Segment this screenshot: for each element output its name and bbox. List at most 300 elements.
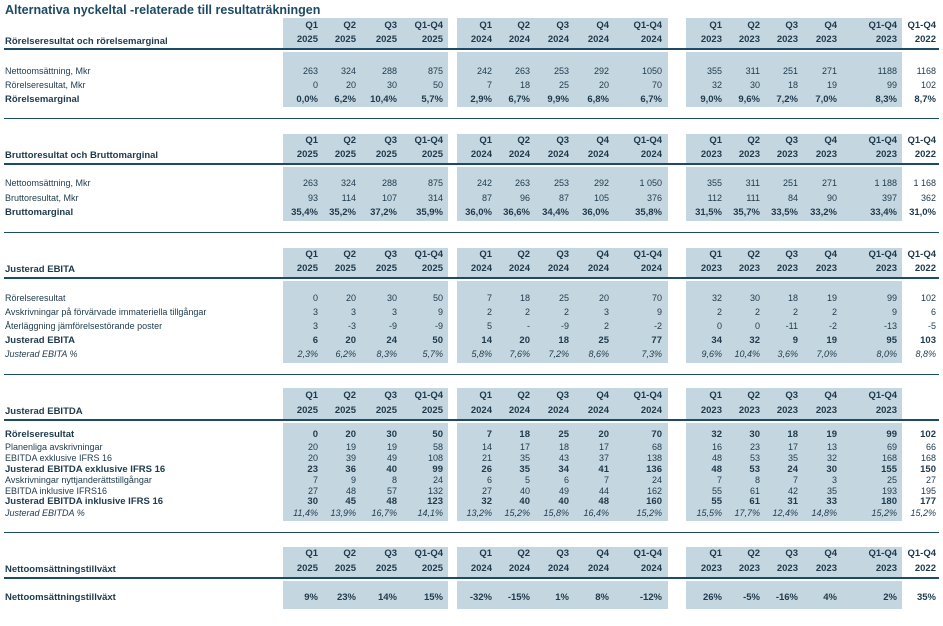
row-label: EBITDA exklusive IFRS 16 [5, 453, 113, 463]
table-cell: 376 [646, 193, 662, 203]
column-header-period: Q1-Q4 [868, 20, 897, 31]
row-label: Bruttoresultat, Mkr [5, 193, 79, 203]
table-cell: 2 [792, 307, 798, 317]
column-header-year: 2024 [508, 263, 530, 274]
table-cell: 24 [787, 464, 798, 475]
table-cell: 40 [558, 496, 569, 507]
table-cell: 14 [481, 335, 492, 346]
table-cell: 7,0% [816, 349, 837, 359]
column-header-period: Q3 [384, 249, 397, 260]
column-header-period: Q1 [709, 390, 722, 401]
table-cell: 16 [711, 442, 722, 452]
table-cell: 90 [826, 193, 837, 203]
table-cell: 8,8% [915, 349, 936, 359]
table-cell: 6 [930, 307, 936, 317]
column-header-year: 2022 [914, 263, 936, 274]
column-header-year: 2025 [296, 405, 318, 416]
column-header-year: 2025 [375, 149, 397, 160]
table-cell: 40 [386, 464, 397, 475]
table-cell: 12,4% [772, 508, 798, 518]
table-cell: 0 [312, 429, 318, 440]
column-header-period: Q3 [384, 390, 397, 401]
table-cell: 37 [598, 453, 609, 463]
column-header-period: Q1 [709, 249, 722, 260]
table-cell: 138 [646, 453, 662, 463]
table-cell: 1 168 [913, 178, 936, 188]
column-header-year: 2023 [815, 34, 837, 45]
table-cell: 45 [345, 496, 356, 507]
table-cell: 13,9% [330, 508, 356, 518]
table-cell: 14% [377, 592, 397, 603]
column-header-year: 2025 [375, 34, 397, 45]
table-cell: 875 [427, 178, 443, 188]
row-label: Avskrivningar nyttjanderättstillgångar [5, 475, 152, 485]
table-cell: 2,9% [470, 94, 492, 105]
column-header-period: Q2 [747, 135, 760, 146]
column-header-year: 2023 [738, 405, 760, 416]
table-cell: -9 [434, 321, 443, 331]
table-cell: 66 [925, 442, 936, 452]
column-header-period: Q4 [596, 249, 609, 260]
table-cell: 70 [651, 293, 662, 303]
table-cell: 30 [749, 293, 760, 303]
column-header-period: Q1 [305, 249, 318, 260]
section-3-rule [4, 277, 939, 279]
table-cell: 30 [386, 293, 397, 303]
table-cell: 9 [437, 307, 443, 317]
column-header-period: Q1-Q4 [414, 390, 443, 401]
table-cell: 10,4% [734, 349, 760, 359]
column-header-year: 2023 [776, 405, 798, 416]
table-cell: 15,2% [504, 508, 530, 518]
column-header-year: 2023 [776, 149, 798, 160]
column-header-period: Q1-Q4 [633, 390, 662, 401]
column-header-year: 2023 [700, 405, 722, 416]
table-cell: 58 [432, 442, 443, 452]
column-header-year: 2023 [815, 563, 837, 574]
table-cell: 36,0% [465, 207, 492, 218]
table-cell: 15% [423, 592, 443, 603]
section-5-rule [4, 577, 939, 579]
section-2-bottom-rule [4, 232, 939, 233]
table-cell: 35 [519, 453, 530, 463]
table-cell: 33,2% [810, 207, 837, 218]
column-header-year: 2023 [738, 34, 760, 45]
column-header-period: Q4 [824, 249, 837, 260]
table-cell: 7 [792, 475, 798, 485]
column-header-period: Q1-Q4 [868, 135, 897, 146]
column-header-year: 2025 [421, 34, 443, 45]
table-cell: 7 [312, 475, 318, 485]
table-cell: 32 [711, 293, 722, 303]
table-cell: 2 [716, 307, 722, 317]
table-cell: 23% [336, 592, 356, 603]
table-cell: 3 [312, 307, 318, 317]
table-cell: 27 [481, 486, 492, 496]
table-cell: 8 [391, 475, 397, 485]
column-header-period: Q4 [824, 135, 837, 146]
table-cell: 30 [307, 496, 318, 507]
table-cell: 20 [345, 429, 356, 440]
column-header-period: Q3 [556, 249, 569, 260]
table-cell: 9,6% [738, 94, 760, 105]
table-cell: 7,0% [815, 94, 837, 105]
column-header-period: Q3 [556, 548, 569, 559]
column-header-period: Q3 [384, 20, 397, 31]
table-cell: 8,3% [875, 94, 897, 105]
table-cell: 41 [598, 464, 609, 475]
table-cell: -12% [639, 592, 662, 603]
table-cell: -2 [653, 321, 662, 331]
table-cell: 93 [307, 193, 318, 203]
table-cell: 20 [345, 80, 356, 90]
table-cell: 21 [481, 453, 492, 463]
table-cell: 1% [555, 592, 569, 603]
column-header-period: Q4 [596, 390, 609, 401]
table-cell: 35,9% [416, 207, 443, 218]
column-header-period: Q1-Q4 [414, 249, 443, 260]
column-header-year: 2023 [776, 263, 798, 274]
table-cell: 19 [386, 442, 397, 452]
table-cell: 18 [558, 335, 569, 346]
table-cell: 18 [519, 429, 530, 440]
table-cell: 3 [350, 307, 356, 317]
table-cell: 355 [706, 178, 722, 188]
table-cell: 5,7% [422, 349, 443, 359]
column-header-year: 2025 [334, 34, 356, 45]
table-cell: 263 [302, 178, 318, 188]
table-cell: 33 [826, 496, 837, 507]
table-cell: 271 [821, 178, 837, 188]
table-cell: 99 [886, 293, 897, 303]
table-cell: 150 [920, 464, 936, 475]
table-cell: 180 [881, 496, 897, 507]
table-cell: 35,7% [733, 207, 760, 218]
column-header-year: 2024 [587, 149, 609, 160]
table-cell: 251 [782, 178, 798, 188]
table-cell: 25 [558, 293, 569, 303]
column-header-period: Q3 [785, 135, 798, 146]
table-cell: 8,3% [376, 349, 397, 359]
table-cell: 27 [307, 486, 318, 496]
section-4-bottom-rule [4, 532, 939, 533]
table-cell: 10,4% [370, 94, 397, 105]
table-cell: 2% [883, 592, 897, 603]
table-cell: 6 [312, 335, 318, 346]
table-cell: 30 [386, 429, 397, 440]
table-cell: 55 [711, 496, 722, 507]
table-cell: 17 [598, 442, 609, 452]
column-header-period: Q1 [479, 548, 492, 559]
table-cell: 311 [745, 66, 760, 76]
table-cell: -9 [388, 321, 397, 331]
row-label: Rörelsemarginal [5, 94, 80, 105]
table-cell: 5,7% [421, 94, 443, 105]
table-cell: 25 [558, 429, 569, 440]
table-cell: 20 [345, 293, 356, 303]
column-header-period: Q1 [305, 548, 318, 559]
column-header-year: 2024 [508, 405, 530, 416]
table-cell: 242 [476, 178, 492, 188]
table-cell: 108 [427, 453, 443, 463]
table-cell: 160 [646, 496, 662, 507]
row-label: Justerad EBITA [5, 335, 76, 346]
column-header-year: 2025 [296, 263, 318, 274]
row-label: Rörelseresultat [5, 429, 75, 440]
row-label: EBITDA inklusive IFRS16 [5, 486, 108, 496]
table-cell: 271 [821, 66, 837, 76]
table-cell: 15,2% [636, 508, 662, 518]
table-cell: 35 [826, 486, 837, 496]
table-cell: 34 [711, 335, 722, 346]
column-header-period: Q1-Q4 [633, 548, 662, 559]
column-header-period: Q1-Q4 [414, 20, 443, 31]
column-header-period: Q1-Q4 [907, 548, 936, 559]
column-header-period: Q1-Q4 [414, 135, 443, 146]
table-cell: 7,6% [509, 349, 530, 359]
row-label: Återläggning jämförelsestörande poster [5, 321, 163, 331]
table-cell: 6 [563, 475, 569, 485]
column-header-year: 2025 [421, 563, 443, 574]
table-cell: 32 [481, 496, 492, 507]
table-cell: 362 [920, 193, 936, 203]
column-header-year: 2024 [640, 149, 662, 160]
column-header-year: 2025 [296, 34, 318, 45]
table-cell: 1050 [641, 66, 662, 76]
column-header-period: Q2 [747, 20, 760, 31]
table-cell: 15,5% [696, 508, 722, 518]
table-cell: 2 [754, 307, 760, 317]
column-header-period: Q1 [479, 390, 492, 401]
table-cell: 168 [881, 453, 897, 463]
table-cell: -9 [560, 321, 569, 331]
column-header-period: Q2 [517, 390, 530, 401]
table-cell: 35 [787, 453, 798, 463]
table-cell: -15% [507, 592, 530, 603]
table-cell: 105 [593, 193, 609, 203]
table-cell: 9% [304, 592, 318, 603]
table-cell: 7 [486, 293, 492, 303]
table-cell: 15,2% [871, 508, 897, 518]
table-cell: 36,6% [503, 207, 530, 218]
table-cell: 111 [746, 193, 760, 203]
table-cell: 123 [427, 496, 443, 507]
row-label: Bruttomarginal [5, 207, 74, 218]
table-cell: 14,8% [811, 508, 837, 518]
table-cell: 61 [749, 496, 760, 507]
column-header-year: 2024 [640, 563, 662, 574]
table-cell: 9,9% [547, 94, 569, 105]
column-header-period: Q1-Q4 [907, 135, 936, 146]
table-cell: 162 [646, 486, 662, 496]
column-header-year: 2023 [700, 563, 722, 574]
table-cell: 14 [481, 442, 492, 452]
table-cell: 292 [593, 66, 609, 76]
column-header-period: Q1-Q4 [868, 249, 897, 260]
table-cell: 8,6% [588, 349, 609, 359]
table-cell: 42 [787, 486, 798, 496]
table-cell: 35% [916, 592, 936, 603]
table-cell: 24 [386, 335, 397, 346]
table-cell: 50 [432, 293, 443, 303]
column-header-period: Q1 [305, 20, 318, 31]
table-cell: 13,2% [466, 508, 492, 518]
table-cell: 9 [656, 307, 662, 317]
column-header-period: Q1-Q4 [633, 249, 662, 260]
column-header-period: Q4 [596, 20, 609, 31]
table-cell: 5 [486, 321, 492, 331]
column-header-year: 2025 [375, 405, 397, 416]
table-cell: 155 [881, 464, 897, 475]
table-cell: 3 [603, 307, 609, 317]
column-header-year: 2025 [296, 563, 318, 574]
page-title: Alternativa nyckeltal -relaterade till resultaträkningen [5, 3, 321, 17]
table-cell: 32 [711, 429, 722, 440]
table-cell: 112 [707, 193, 722, 203]
table-cell: 7,2% [776, 94, 798, 105]
table-cell: 16,7% [371, 508, 397, 518]
table-cell: 18 [558, 442, 569, 452]
table-cell: - [527, 321, 530, 331]
table-cell: 2 [831, 307, 837, 317]
column-header-period: Q4 [824, 390, 837, 401]
column-header-year: 2024 [587, 34, 609, 45]
column-header-period: Q1-Q4 [414, 548, 443, 559]
table-cell: 53 [749, 464, 760, 475]
column-header-period: Q2 [517, 548, 530, 559]
section-3-bottom-rule [4, 374, 939, 375]
table-cell: 53 [749, 453, 760, 463]
column-header-year: 2025 [375, 263, 397, 274]
table-cell: 39 [345, 453, 356, 463]
table-cell: 0,0% [296, 94, 318, 105]
column-header-period: Q1 [479, 135, 492, 146]
table-cell: 263 [514, 178, 530, 188]
table-cell: 2 [524, 307, 530, 317]
column-header-year: 2025 [334, 149, 356, 160]
column-header-year: 2024 [587, 405, 609, 416]
column-header-year: 2025 [334, 405, 356, 416]
column-header-period: Q3 [785, 249, 798, 260]
table-cell: 48 [345, 486, 356, 496]
column-header-year: 2024 [470, 34, 492, 45]
row-label: Justerad EBITDA exklusive IFRS 16 [5, 464, 166, 475]
column-header-year: 2024 [547, 149, 569, 160]
table-cell: 18 [519, 293, 530, 303]
column-header-period: Q2 [343, 20, 356, 31]
table-cell: 3 [312, 321, 318, 331]
section-4-label: Justerad EBITDA [5, 406, 83, 417]
column-header-period: Q1-Q4 [907, 20, 936, 31]
table-cell: 19 [826, 429, 837, 440]
table-cell: -2 [828, 321, 837, 331]
table-cell: 99 [432, 464, 443, 475]
column-header-year: 2023 [815, 149, 837, 160]
table-cell: 15,8% [543, 508, 569, 518]
table-cell: 18 [787, 80, 798, 90]
table-cell: 15,2% [910, 508, 936, 518]
table-cell: 263 [302, 66, 318, 76]
table-cell: 8,7% [914, 94, 936, 105]
table-cell: 0 [312, 293, 318, 303]
table-cell: 40 [519, 486, 530, 496]
table-cell: 7 [486, 80, 492, 90]
column-header-year: 2023 [776, 34, 798, 45]
table-cell: 1 050 [639, 178, 662, 188]
table-cell: 168 [920, 453, 936, 463]
row-label: Justerad EBITA % [5, 349, 78, 359]
column-header-period: Q3 [785, 548, 798, 559]
column-header-year: 2023 [875, 405, 897, 416]
table-cell: 132 [427, 486, 443, 496]
table-cell: 2 [563, 307, 569, 317]
table-cell: 96 [519, 193, 530, 203]
column-header-year: 2025 [334, 563, 356, 574]
table-cell: 24 [651, 475, 662, 485]
table-cell: -11 [785, 321, 798, 331]
column-header-year: 2024 [547, 563, 569, 574]
column-header-period: Q1-Q4 [633, 20, 662, 31]
table-cell: 48 [598, 496, 609, 507]
section-2-label: Bruttoresultat och Bruttomarginal [5, 150, 159, 161]
table-cell: 253 [553, 178, 569, 188]
table-cell: 9 [350, 475, 356, 485]
table-cell: 102 [920, 293, 936, 303]
table-cell: 49 [386, 453, 397, 463]
table-cell: 18 [519, 80, 530, 90]
table-cell: 1188 [877, 66, 897, 76]
table-cell: 30 [749, 80, 760, 90]
table-cell: 30 [826, 464, 837, 475]
table-cell: 30 [386, 80, 397, 90]
table-cell: 8 [754, 475, 760, 485]
table-cell: 9 [792, 335, 798, 346]
table-cell: 99 [886, 429, 897, 440]
column-header-year: 2025 [296, 149, 318, 160]
column-header-period: Q2 [747, 390, 760, 401]
table-cell: 19 [826, 335, 837, 346]
table-cell: 136 [646, 464, 662, 475]
row-label: Nettoomsättning, Mkr [5, 66, 91, 76]
table-cell: 57 [386, 486, 397, 496]
table-cell: 288 [381, 178, 397, 188]
table-cell: 24 [432, 475, 443, 485]
column-header-year: 2024 [508, 563, 530, 574]
table-cell: 102 [920, 80, 936, 90]
table-cell: 55 [711, 486, 722, 496]
table-cell: 33,5% [771, 207, 798, 218]
section-1-label: Rörelseresultat och rörelsemarginal [5, 36, 168, 47]
table-cell: 36,0% [582, 207, 609, 218]
table-cell: 48 [711, 453, 722, 463]
section-4-rule [4, 419, 939, 421]
column-header-period: Q1-Q4 [868, 548, 897, 559]
column-header-year: 2023 [875, 34, 897, 45]
table-cell: 875 [427, 66, 443, 76]
table-cell: 7,3% [641, 349, 662, 359]
table-cell: 3,6% [777, 349, 798, 359]
column-header-year: 2025 [421, 149, 443, 160]
column-header-year: 2024 [547, 34, 569, 45]
column-header-period: Q3 [785, 390, 798, 401]
column-header-period: Q3 [384, 548, 397, 559]
row-label: Justerad EBITDA % [5, 508, 85, 518]
table-cell: 84 [787, 193, 798, 203]
column-header-period: Q2 [517, 20, 530, 31]
table-cell: 251 [782, 66, 798, 76]
table-cell: 87 [481, 193, 492, 203]
table-cell: 6,8% [587, 94, 609, 105]
